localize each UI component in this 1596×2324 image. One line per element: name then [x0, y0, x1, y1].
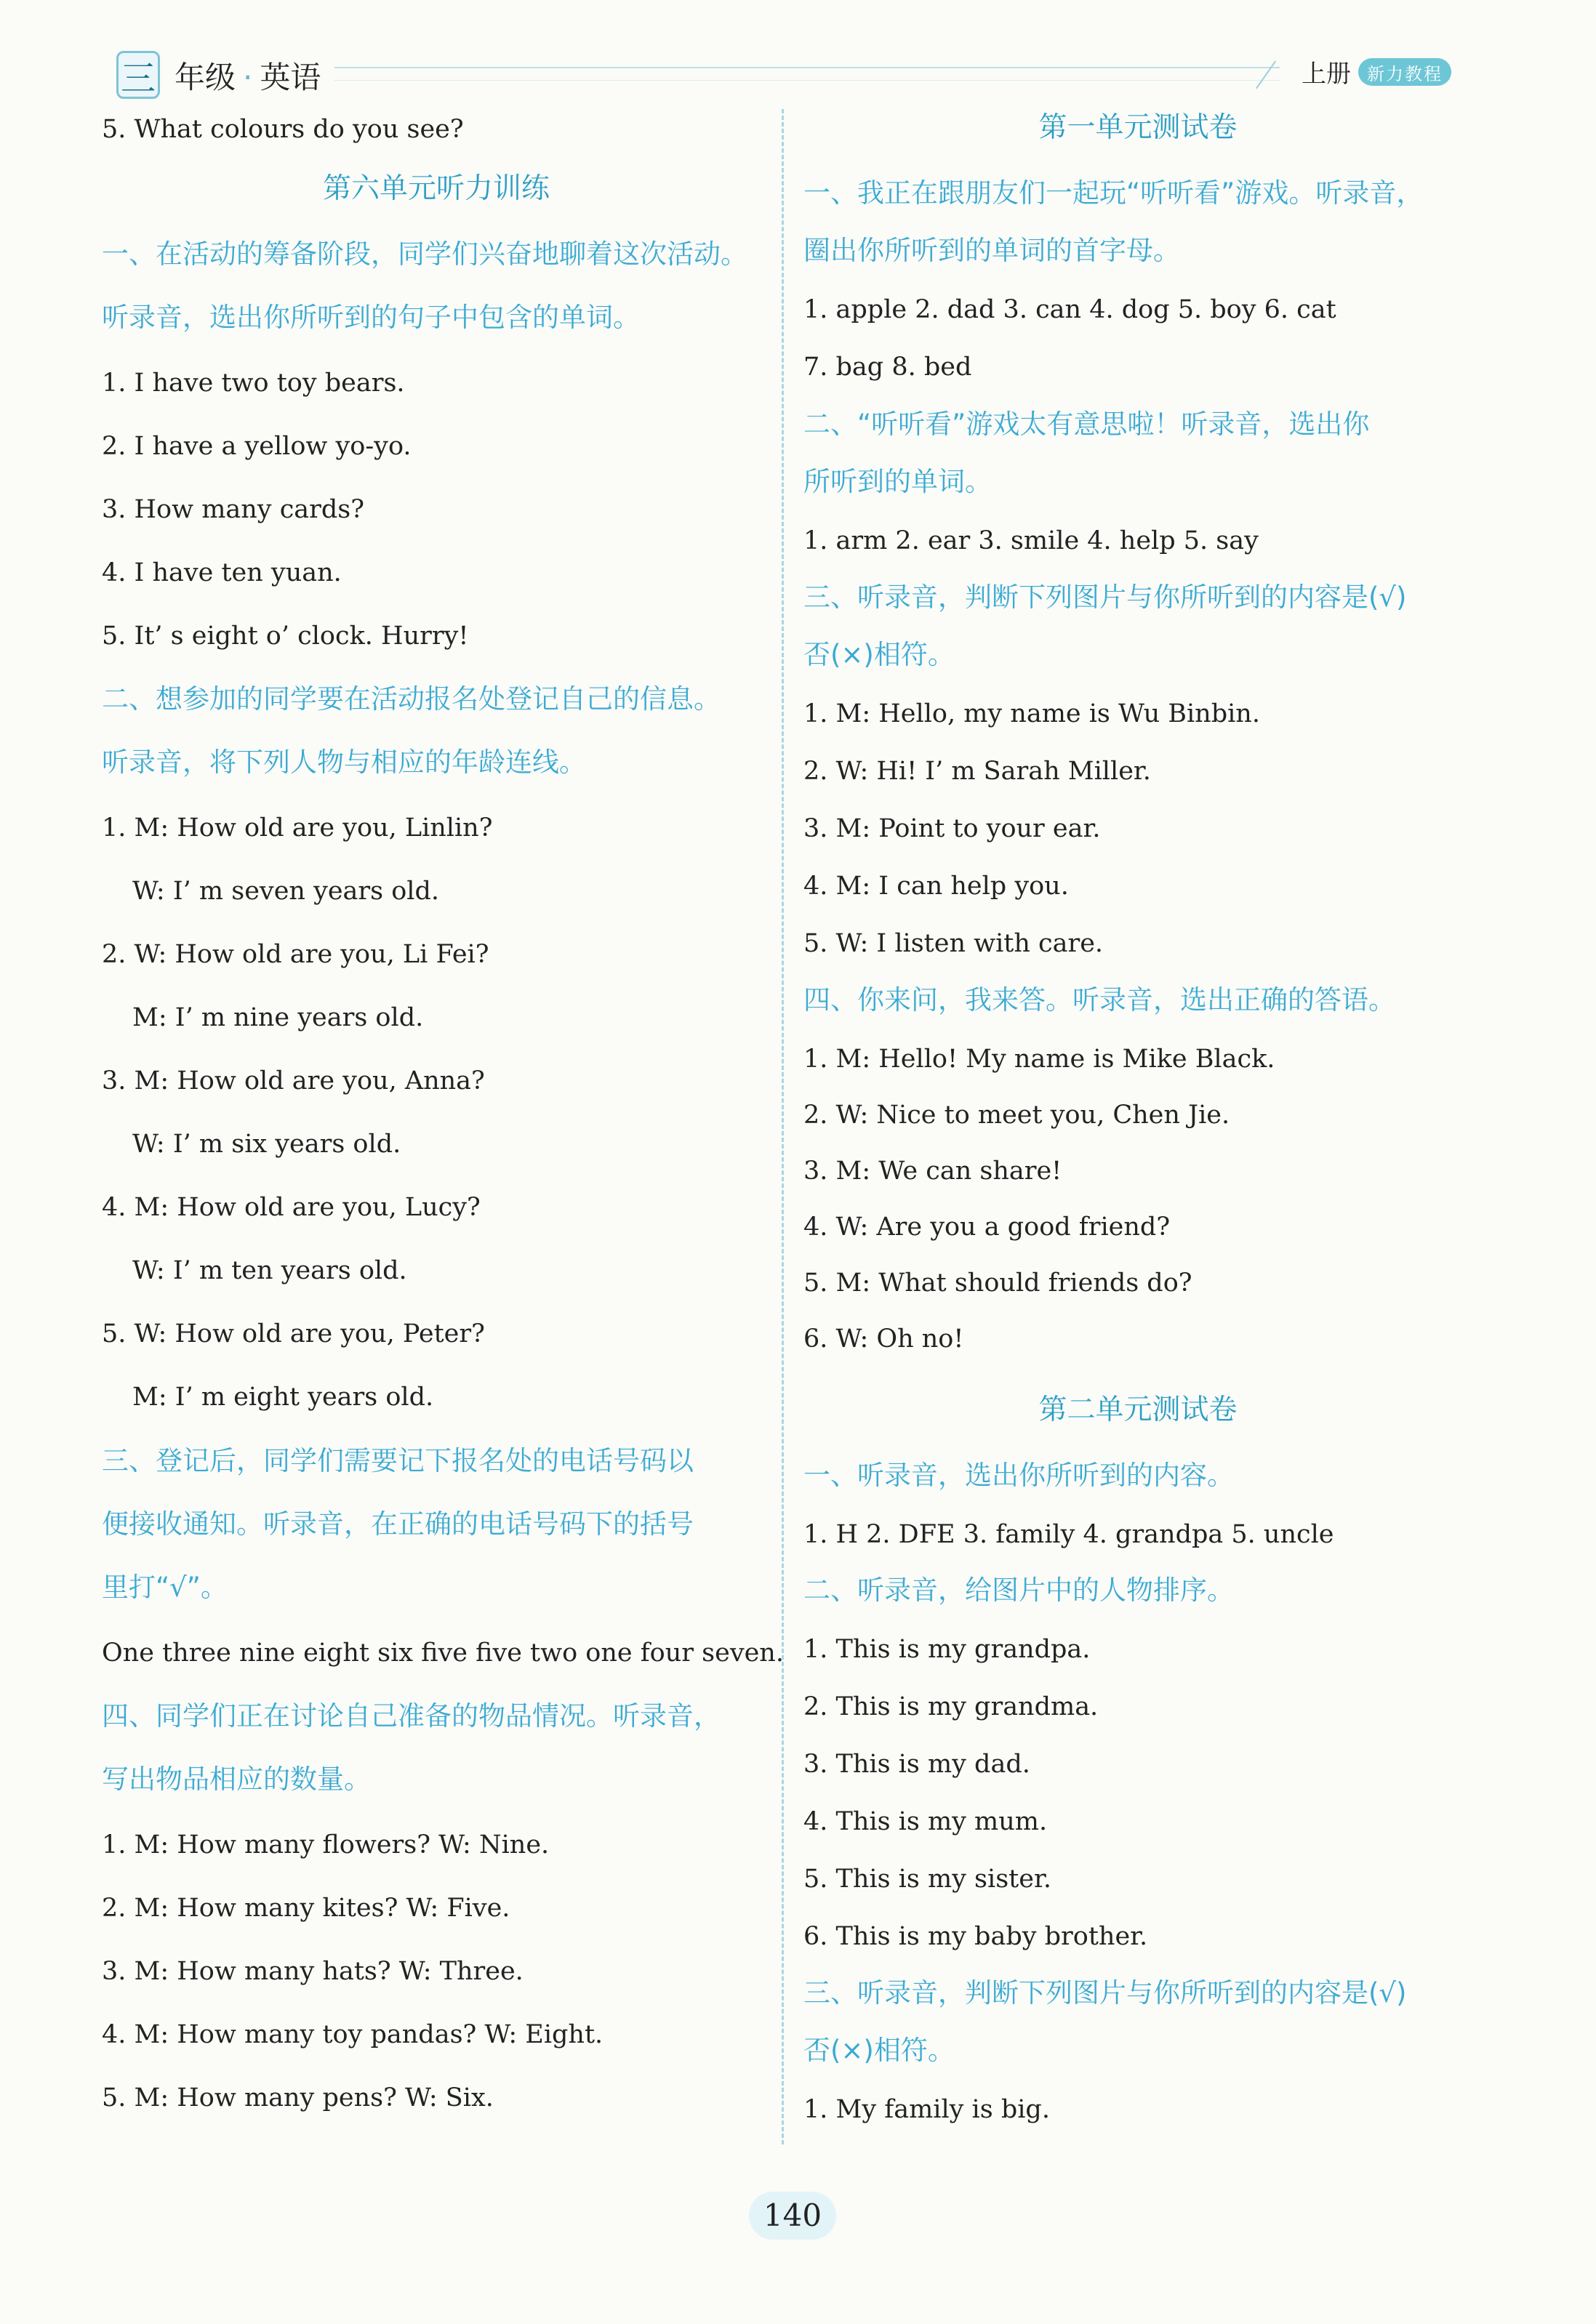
question-1-line-2: 听录音，选出你所听到的句子中包含的单词。 — [102, 302, 640, 333]
volume-label: 上册 — [1302, 60, 1351, 89]
right-s3-line-1: 三、听录音，判断下列图片与你所听到的内容是(√) — [803, 1977, 1407, 2009]
list-item: 4. This is my mum. — [803, 1807, 1048, 1836]
question-4-line-2: 写出物品相应的数量。 — [102, 1764, 371, 1795]
list-item: 4. M: How old are you, Lucy? — [102, 1193, 481, 1222]
right-s3-line-2: 否(×)相符。 — [803, 2035, 955, 2066]
question-3-line-3: 里打“√”。 — [102, 1572, 228, 1603]
right-q2-line-1: 二、“听听看”游戏太有意思啦！听录音，选出你 — [803, 409, 1370, 440]
list-item: M: I’ m nine years old. — [132, 1003, 424, 1032]
list-item: 2. W: Nice to meet you, Chen Jie. — [803, 1101, 1230, 1130]
list-item: 3. This is my dad. — [803, 1750, 1030, 1779]
list-item: 4. I have ten yuan. — [102, 558, 342, 587]
list-item: 2. I have a yellow yo-yo. — [102, 432, 412, 461]
right-s1-line-1: 一、听录音，选出你所听到的内容。 — [803, 1460, 1234, 1491]
list-item: 5. W: How old are you, Peter? — [102, 1319, 485, 1348]
list-item: 1. M: Hello! My name is Mike Black. — [803, 1045, 1275, 1074]
right-q3-line-2: 否(×)相符。 — [803, 639, 955, 670]
list-item: M: I’ m eight years old. — [132, 1383, 434, 1412]
list-item: 5. W: I listen with care. — [803, 929, 1104, 958]
list-item: 3. M: How old are you, Anna? — [102, 1066, 485, 1095]
page-header — [0, 0, 1596, 109]
section-title-unit6: 第六单元听力训练 — [322, 172, 550, 205]
list-item: 5. M: What should friends do? — [803, 1268, 1192, 1298]
section-title-unit2-test: 第二单元测试卷 — [1038, 1394, 1238, 1426]
list-item: 3. M: We can share! — [803, 1157, 1062, 1186]
top-item: 5. What colours do you see? — [102, 115, 464, 144]
right-q3-line-1: 三、听录音，判断下列图片与你所听到的内容是(√) — [803, 582, 1407, 613]
question-1-line-1: 一、在活动的筹备阶段，同学们兴奋地聊着这次活动。 — [102, 238, 747, 270]
column-divider — [782, 109, 784, 2144]
right-q2-line-2: 所听到的单词。 — [803, 466, 992, 497]
separator-dot-icon: · — [243, 60, 253, 95]
header-rule-thin — [334, 80, 1280, 81]
list-item: W: I’ m six years old. — [132, 1130, 401, 1159]
question-2-line-2: 听录音，将下列人物与相应的年龄连线。 — [102, 747, 586, 778]
right-q1-line-2: 圈出你所听到的单词的首字母。 — [803, 235, 1180, 266]
question-3-line-2: 便接收通知。听录音，在正确的电话号码下的括号 — [102, 1508, 694, 1540]
list-item: 2. M: How many kites? W: Five. — [102, 1894, 510, 1923]
subject-label: 英语 — [260, 60, 321, 95]
list-item: 1. arm 2. ear 3. smile 4. help 5. say — [803, 526, 1259, 555]
list-item: 2. W: Hi! I’ m Sarah Miller. — [803, 757, 1151, 786]
list-item: 1. This is my grandpa. — [803, 1635, 1091, 1664]
list-item: 6. This is my baby brother. — [803, 1922, 1148, 1951]
right-q4-line-1: 四、你来问，我来答。听录音，选出正确的答语。 — [803, 984, 1395, 1016]
list-item: One three nine eight six five five two one four seven. — [102, 1639, 784, 1668]
list-item: 3. M: Point to your ear. — [803, 814, 1101, 843]
list-item: 1. apple 2. dad 3. can 4. dog 5. boy 6. cat — [803, 295, 1336, 324]
list-item: 5. M: How many pens? W: Six. — [102, 2083, 494, 2112]
list-item: 6. W: Oh no! — [803, 1324, 964, 1354]
right-s2-line-1: 二、听录音，给图片中的人物排序。 — [803, 1575, 1234, 1606]
list-item: 3. How many cards? — [102, 495, 365, 524]
question-2-line-1: 二、想参加的同学要在活动报名处登记自己的信息。 — [102, 683, 721, 715]
list-item: 4. M: How many toy pandas? W: Eight. — [102, 2020, 603, 2049]
header-title — [175, 54, 321, 97]
list-item: 2. This is my grandma. — [803, 1692, 1099, 1721]
list-item: 4. W: Are you a good friend? — [803, 1213, 1171, 1242]
list-item: 1. My family is big. — [803, 2095, 1050, 2124]
right-q1-line-1: 一、我正在跟朋友们一起玩“听听看”游戏。听录音， — [803, 177, 1424, 209]
list-item: W: I’ m ten years old. — [132, 1256, 407, 1285]
list-item: 1. H 2. DFE 3. family 4. grandpa 5. uncle — [803, 1520, 1334, 1549]
page-number: 140 — [749, 2192, 836, 2240]
list-item: 5. It’ s eight o’ clock. Hurry! — [102, 622, 469, 651]
list-item: W: I’ m seven years old. — [132, 877, 440, 906]
section-title-unit1-test: 第一单元测试卷 — [1038, 111, 1238, 144]
list-item: 5. This is my sister. — [803, 1865, 1051, 1894]
question-3-line-1: 三、登记后，同学们需要记下报名处的电话号码以 — [102, 1445, 694, 1476]
grade-number-badge: 三 — [116, 51, 160, 99]
list-item: 1. I have two toy bears. — [102, 369, 405, 398]
brand-logo: 新力教程 — [1358, 58, 1451, 86]
list-item: 1. M: How many flowers? W: Nine. — [102, 1830, 550, 1859]
question-4-line-1: 四、同学们正在讨论自己准备的物品情况。听录音， — [102, 1700, 721, 1732]
grade-label: 年级 — [175, 60, 236, 95]
list-item: 1. M: Hello, my name is Wu Binbin. — [803, 699, 1260, 728]
header-slash — [1256, 61, 1276, 89]
list-item: 4. M: I can help you. — [803, 872, 1069, 901]
list-item: 1. M: How old are you, Linlin? — [102, 813, 493, 843]
header-rule — [334, 67, 1280, 68]
list-item: 2. W: How old are you, Li Fei? — [102, 940, 489, 969]
list-item: 3. M: How many hats? W: Three. — [102, 1957, 524, 1986]
list-item: 7. bag 8. bed — [803, 353, 972, 382]
